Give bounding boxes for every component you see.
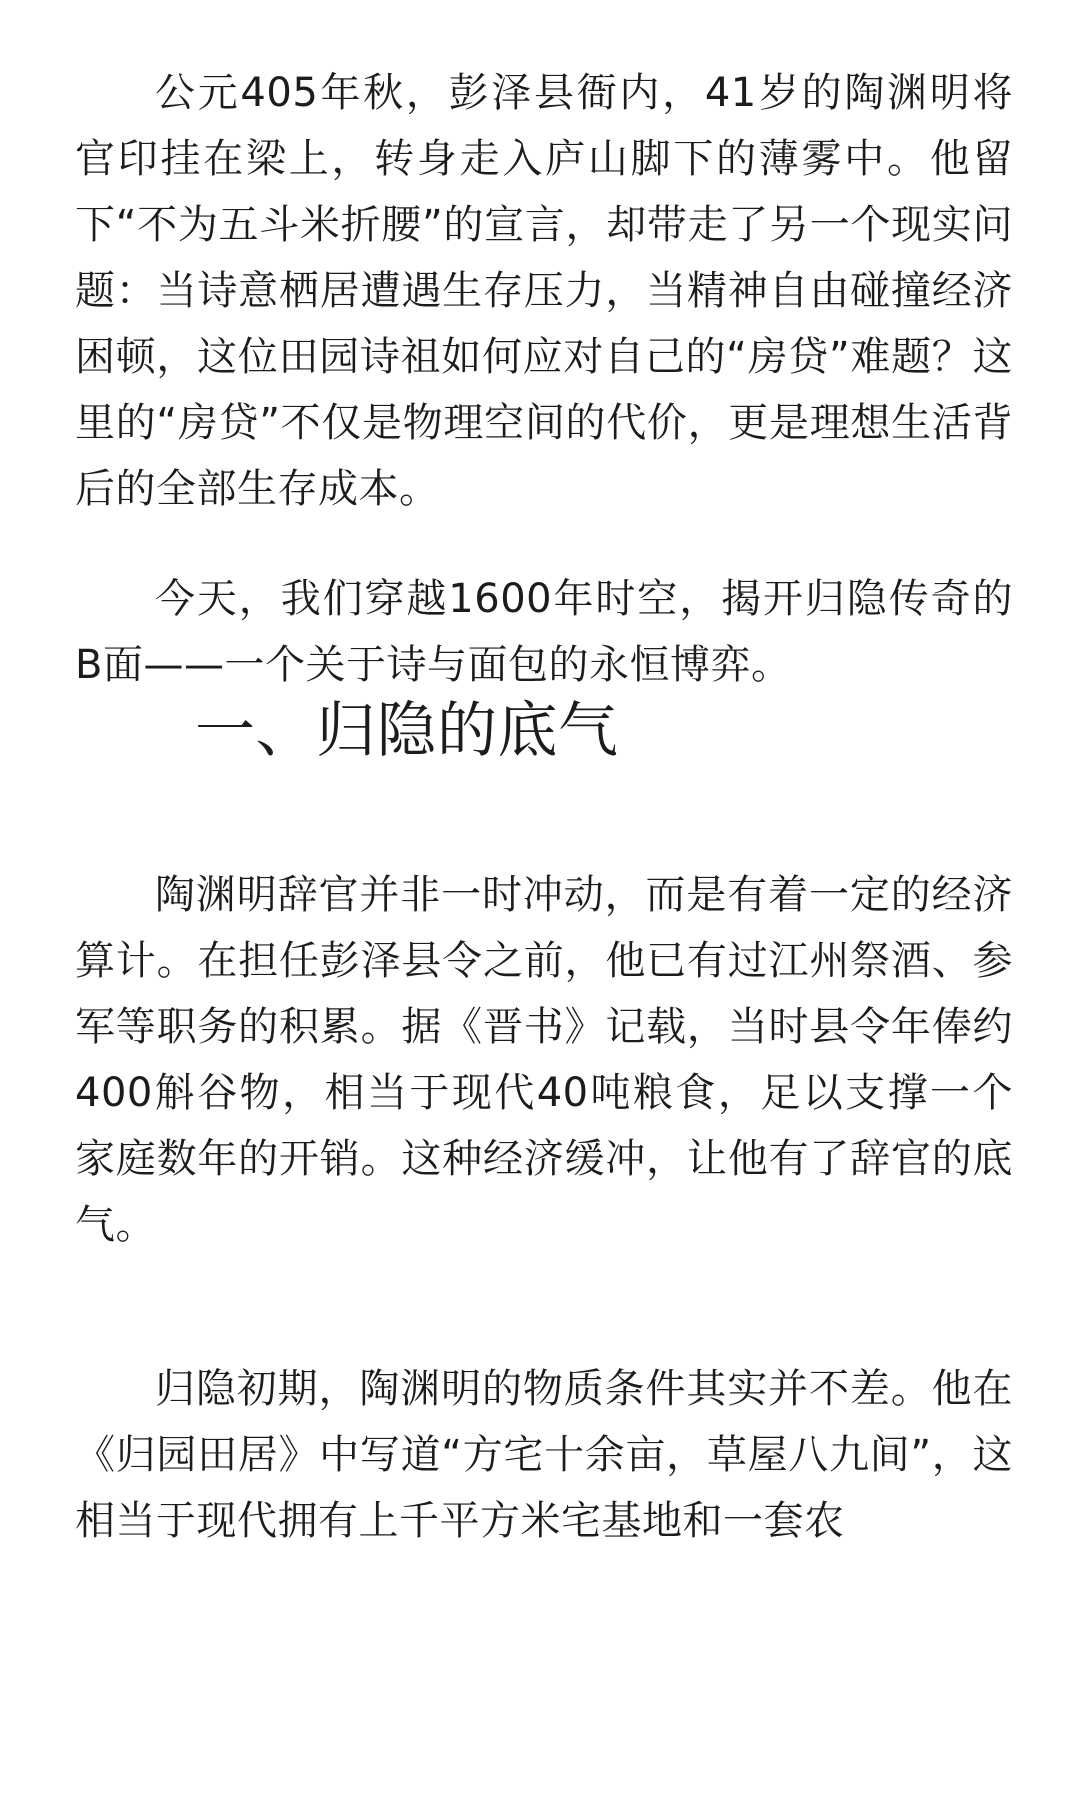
section-paragraph-2: 归隐初期，陶渊明的物质条件其实并不差。他在《归园田居》中写道“方宅十余亩，草屋八九间”，这相当于现代拥有上千平方米宅基地和一套农 <box>75 1366 1013 1544</box>
section-paragraph: 陶渊明辞官并非一时冲动，而是有着一定的经济算计。在担任彭泽县令之前，他已有过江州祭酒、参军等职务的积累。据《晋书》记载，当时县令年俸约400斛谷物，相当于现代40吨粮食，足以支撑一个家庭数年的开销。这种经济缓冲，让他有了辞官的底气。 <box>75 872 1013 1248</box>
section-heading: 一、归隐的底气 <box>195 696 619 766</box>
intro-paragraph: 公元405年秋，彭泽县衙内，41岁的陶渊明将官印挂在梁上，转身走入庐山脚下的薄雾中。他留下“不为五斗米折腰”的宣言，却带走了另一个现实问题：当诗意栖居遭遇生存压力，当精神自由碰撞经济困顿，这位田园诗祖如何应对自己的“房贷”难题？这里的“房贷”不仅是物理空间的代价，更是理想生活背后的全部生存成本。 <box>75 70 1013 512</box>
article-body <box>75 60 1013 1554</box>
intro-paragraph-2: 今天，我们穿越1600年时空，揭开归隐传奇的B面——一个关于诗与面包的永恒博弈。 <box>75 576 1013 688</box>
